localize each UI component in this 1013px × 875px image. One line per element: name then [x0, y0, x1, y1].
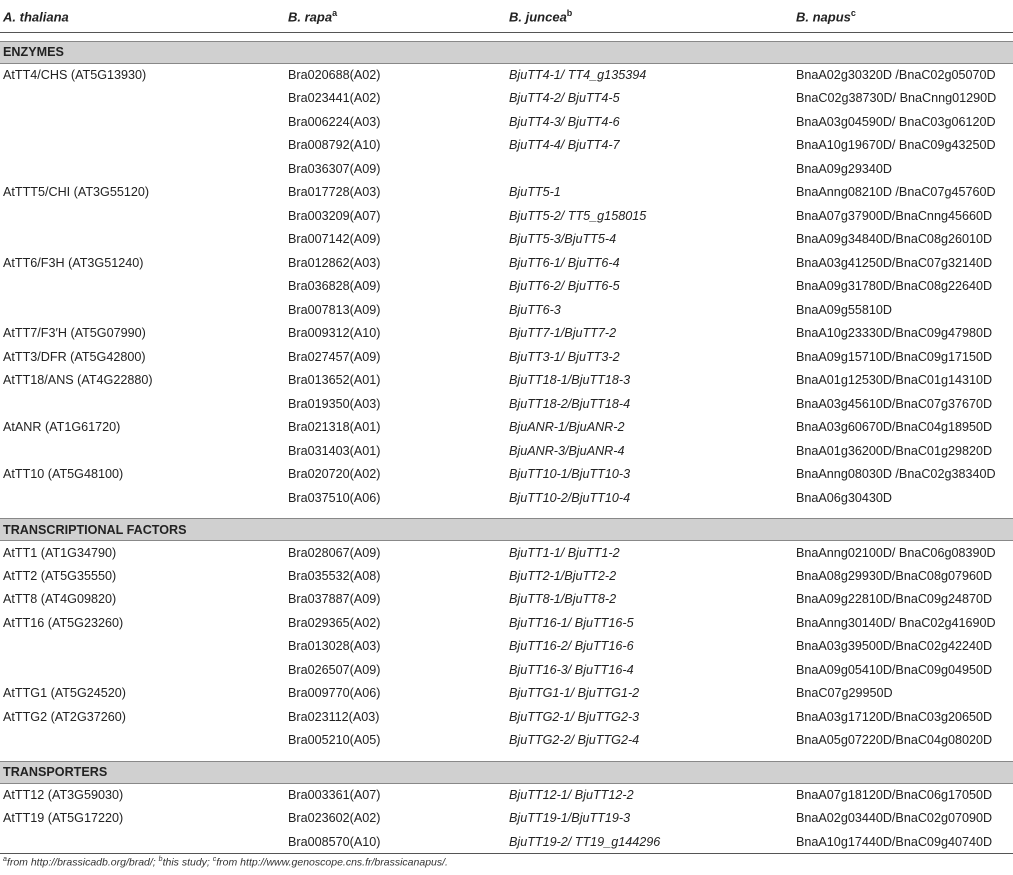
table-row	[0, 322, 1013, 346]
at-gene-cell: AtTT2 (AT5G35550)	[3, 568, 117, 583]
juncea-gene-cell: BjuANR-3/BjuANR-4	[509, 443, 625, 458]
napus-gene-cell: BnaA02g30320D /BnaC02g05070D	[796, 68, 996, 82]
at-gene-cell	[0, 830, 285, 854]
table-row	[0, 541, 1013, 565]
juncea-gene-cell: BjuTTG2-1/ BjuTTG2-3	[509, 709, 640, 724]
rapa-gene-cell: Bra017728(A03)	[288, 185, 381, 200]
napus-gene-cell: BnaAnng30140D/ BnaC02g41690D	[796, 615, 996, 630]
juncea-gene-cell: BjuTT19-2/ TT19_g144296	[506, 830, 793, 854]
napus-gene-cell: BnaA03g39500D/BnaC02g42240D	[796, 639, 993, 654]
juncea-gene-cell: BjuTT7-1/BjuTT7-2	[509, 326, 617, 341]
napus-gene-cell: BnaAnng08030D /BnaC02g38340D	[796, 467, 996, 482]
header-b-juncea: B. juncea$^b$	[506, 0, 793, 32]
juncea-gene-cell: BjuTT4-4/ BjuTT4-7	[509, 138, 620, 153]
at-gene-cell: AtTT16 (AT5G23260)	[3, 615, 124, 630]
table-row	[0, 705, 1013, 729]
section-spacer	[0, 32, 1013, 41]
napus-gene-cell: BnaA09g55810D	[796, 302, 892, 317]
juncea-gene-cell: BjuTT16-1/ BjuTT16-5	[509, 615, 634, 630]
at-gene-cell: AtTT6/F3H (AT3G51240)	[3, 255, 144, 270]
napus-gene-cell: BnaA03g45610D/BnaC07g37670D	[796, 396, 993, 411]
napus-gene-cell: BnaA01g12530D/BnaC01g14310D	[796, 373, 993, 388]
juncea-gene-cell: BjuTT16-2/ BjuTT16-6	[509, 639, 634, 654]
table-header	[0, 0, 1013, 32]
rapa-gene-cell: Bra007142(A09)	[288, 232, 381, 247]
juncea-gene-cell: BjuTT6-1/ BjuTT6-4	[509, 255, 620, 270]
table-row	[0, 204, 1013, 228]
napus-gene-cell: BnaA08g29930D/BnaC08g07960D	[796, 568, 993, 583]
at-gene-cell: AtTTG1 (AT5G24520)	[3, 686, 126, 701]
table-row	[0, 486, 1013, 510]
rapa-gene-cell: Bra003209(A07)	[288, 208, 381, 223]
table-row	[0, 729, 1013, 753]
juncea-gene-cell: BjuTT16-3/ BjuTT16-4	[509, 662, 634, 677]
juncea-gene-cell: BjuTTG2-2/ BjuTTG2-4	[509, 733, 640, 748]
juncea-gene-cell: BjuTT4-2/ BjuTT4-5	[509, 91, 620, 106]
at-gene-cell: AtTT19 (AT5G17220)	[3, 811, 124, 826]
table-row	[0, 275, 1013, 299]
at-gene-cell	[0, 635, 285, 659]
at-gene-cell: AtTT18/ANS (AT4G22880)	[3, 373, 153, 388]
table-row	[0, 658, 1013, 682]
juncea-gene-cell: BjuTT19-1/BjuTT19-3	[509, 811, 631, 826]
table-row	[0, 439, 1013, 463]
napus-gene-cell: BnaA09g22810D/BnaC09g24870D	[796, 592, 993, 607]
at-gene-cell: AtTTT5/CHI (AT3G55120)	[3, 185, 150, 200]
napus-gene-cell: BnaC07g29950D	[796, 686, 893, 701]
table-row	[0, 416, 1013, 440]
at-gene-cell	[0, 729, 285, 753]
napus-gene-cell: BnaA01g36200D/BnaC01g29820D	[796, 443, 993, 458]
table-row	[0, 345, 1013, 369]
table-body	[0, 32, 1013, 854]
table-row	[0, 63, 1013, 87]
table-row	[0, 588, 1013, 612]
header-b-rapa: B. rapa$^a$	[285, 0, 506, 32]
at-gene-cell: AtANR (AT1G61720)	[3, 420, 121, 435]
napus-gene-cell: BnaA03g60670D/BnaC04g18950D	[796, 420, 993, 435]
at-gene-cell	[0, 228, 285, 252]
rapa-gene-cell: Bra036307(A09)	[288, 161, 381, 176]
napus-gene-cell: BnaA02g03440D/BnaC02g07090D	[796, 811, 993, 826]
table-row	[0, 611, 1013, 635]
at-gene-cell	[0, 486, 285, 510]
table-row	[0, 134, 1013, 158]
juncea-gene-cell: BjuTT6-2/ BjuTT6-5	[509, 279, 620, 294]
rapa-gene-cell: Bra009312(A10)	[288, 326, 381, 341]
napus-gene-cell: BnaA03g04590D/ BnaC03g06120D	[796, 114, 996, 129]
table-row	[0, 463, 1013, 487]
rapa-gene-cell: Bra005210(A05)	[288, 733, 381, 748]
section-header-row	[0, 41, 1013, 63]
rapa-gene-cell: Bra037510(A06)	[288, 490, 381, 505]
at-gene-cell: AtTT10 (AT5G48100)	[3, 467, 124, 482]
juncea-gene-cell: BjuTT12-1/ BjuTT12-2	[509, 788, 634, 802]
rapa-gene-cell: Bra026507(A09)	[288, 662, 381, 677]
at-gene-cell: AtTT7/F3′H (AT5G07990)	[3, 326, 146, 341]
juncea-gene-cell: BjuTT2-1/BjuTT2-2	[509, 568, 617, 583]
juncea-gene-cell: BjuANR-1/BjuANR-2	[509, 420, 625, 435]
rapa-gene-cell: Bra036828(A09)	[288, 279, 381, 294]
napus-gene-cell: BnaA09g31780D/BnaC08g22640D	[796, 279, 993, 294]
at-gene-cell	[0, 157, 285, 181]
napus-gene-cell: BnaA09g05410D/BnaC09g04950D	[796, 662, 993, 677]
juncea-gene-cell: BjuTT6-3	[509, 302, 561, 317]
rapa-gene-cell: Bra021318(A01)	[288, 420, 381, 435]
at-gene-cell: AtTT3/DFR (AT5G42800)	[3, 349, 146, 364]
rapa-gene-cell: Bra008792(A10)	[288, 138, 381, 153]
at-gene-cell: AtTT1 (AT1G34790)	[3, 545, 117, 560]
napus-gene-cell: BnaA07g37900D/BnaCnng45660D	[796, 208, 993, 223]
juncea-gene-cell: BjuTT10-2/BjuTT10-4	[509, 490, 631, 505]
table-row	[0, 392, 1013, 416]
napus-gene-cell: BnaAnng02100D/ BnaC06g08390D	[796, 545, 996, 560]
rapa-gene-cell: Bra003361(A07)	[288, 788, 381, 802]
table-row	[0, 682, 1013, 706]
rapa-gene-cell: Bra007813(A09)	[288, 302, 381, 317]
napus-gene-cell: BnaA03g17120D/BnaC03g20650D	[796, 709, 993, 724]
napus-gene-cell: BnaA10g23330D/BnaC09g47980D	[796, 326, 993, 341]
table-footnote: $^a$from http://brassicadb.org/brad/; $^b$this study; $^c$from http://www.genoscope.cns.fr/brassicanapus/.	[3, 856, 448, 869]
table-row	[0, 369, 1013, 393]
table-row	[0, 110, 1013, 134]
rapa-gene-cell: Bra012862(A03)	[288, 255, 381, 270]
section-header-row	[0, 761, 1013, 783]
napus-gene-cell: BnaAnng08210D /BnaC07g45760D	[796, 185, 996, 200]
rapa-gene-cell: Bra013652(A01)	[288, 373, 381, 388]
at-gene-cell	[0, 392, 285, 416]
napus-gene-cell: BnaC02g38730D/ BnaCnng01290D	[796, 91, 997, 106]
rapa-gene-cell: Bra008570(A10)	[285, 830, 506, 854]
napus-gene-cell: BnaA10g17440D/BnaC09g40740D	[793, 830, 1013, 854]
section-title: TRANSCRIPTIONAL FACTORS	[0, 519, 1013, 541]
juncea-gene-cell: BjuTT8-1/BjuTT8-2	[509, 592, 617, 607]
rapa-gene-cell: Bra019350(A03)	[288, 396, 381, 411]
header-row	[0, 0, 1013, 32]
at-gene-cell	[0, 87, 285, 111]
rapa-gene-cell: Bra020688(A02)	[288, 68, 381, 82]
rapa-gene-cell: Bra031403(A01)	[288, 443, 381, 458]
table-row	[0, 564, 1013, 588]
rapa-gene-cell: Bra037887(A09)	[288, 592, 381, 607]
rapa-gene-cell: Bra029365(A02)	[288, 615, 381, 630]
napus-gene-cell: BnaA03g41250D/BnaC07g32140D	[796, 255, 993, 270]
section-spacer	[0, 510, 1013, 519]
table-row	[0, 251, 1013, 275]
at-gene-cell: AtTTG2 (AT2G37260)	[3, 709, 126, 724]
at-gene-cell: AtTT12 (AT3G59030)	[3, 788, 124, 802]
napus-gene-cell: BnaA09g34840D/BnaC08g26010D	[796, 232, 993, 247]
at-gene-cell	[0, 110, 285, 134]
table-row	[0, 783, 1013, 807]
juncea-gene-cell	[506, 157, 793, 181]
rapa-gene-cell: Bra020720(A02)	[288, 467, 381, 482]
rapa-gene-cell: Bra023112(A03)	[288, 709, 380, 724]
header-a-thaliana: A. thaliana	[0, 0, 285, 32]
napus-gene-cell: BnaA09g29340D	[796, 161, 892, 176]
juncea-gene-cell: BjuTT18-2/BjuTT18-4	[509, 396, 631, 411]
at-gene-cell: AtTT4/CHS (AT5G13930)	[3, 68, 147, 82]
table-row	[0, 635, 1013, 659]
juncea-gene-cell: BjuTT5-3/BjuTT5-4	[509, 232, 617, 247]
rapa-gene-cell: Bra035532(A08)	[288, 568, 381, 583]
table-row	[0, 157, 1013, 181]
juncea-gene-cell: BjuTT18-1/BjuTT18-3	[509, 373, 631, 388]
rapa-gene-cell: Bra013028(A03)	[288, 639, 381, 654]
juncea-gene-cell: BjuTT5-1	[509, 185, 561, 200]
juncea-gene-cell: BjuTT5-2/ TT5_g158015	[509, 208, 647, 223]
section-header-row	[0, 519, 1013, 541]
at-gene-cell	[0, 134, 285, 158]
rapa-gene-cell: Bra027457(A09)	[288, 349, 381, 364]
juncea-gene-cell: BjuTT4-1/ TT4_g135394	[509, 68, 647, 82]
napus-gene-cell: BnaA07g18120D/BnaC06g17050D	[796, 788, 993, 802]
section-title: ENZYMES	[0, 41, 1013, 63]
at-gene-cell	[0, 275, 285, 299]
at-gene-cell	[0, 439, 285, 463]
napus-gene-cell: BnaA05g07220D/BnaC04g08020D	[796, 733, 993, 748]
napus-gene-cell: BnaA09g15710D/BnaC09g17150D	[796, 349, 993, 364]
at-gene-cell	[0, 658, 285, 682]
header-b-napus: B. napus$^c$	[793, 0, 1013, 32]
table-row	[0, 298, 1013, 322]
rapa-gene-cell: Bra023441(A02)	[288, 91, 381, 106]
juncea-gene-cell: BjuTT3-1/ BjuTT3-2	[509, 349, 620, 364]
juncea-gene-cell: BjuTT10-1/BjuTT10-3	[509, 467, 631, 482]
table-row	[0, 181, 1013, 205]
table-row	[0, 87, 1013, 111]
at-gene-cell	[0, 204, 285, 228]
juncea-gene-cell: BjuTT1-1/ BjuTT1-2	[509, 545, 620, 560]
table-row	[0, 228, 1013, 252]
rapa-gene-cell: Bra009770(A06)	[288, 686, 381, 701]
at-gene-cell	[0, 298, 285, 322]
table-row	[0, 807, 1013, 831]
rapa-gene-cell: Bra028067(A09)	[288, 545, 381, 560]
at-gene-cell: AtTT8 (AT4G09820)	[3, 592, 117, 607]
rapa-gene-cell: Bra023602(A02)	[288, 811, 381, 826]
rapa-gene-cell: Bra006224(A03)	[288, 114, 381, 129]
napus-gene-cell: BnaA06g30430D	[796, 490, 892, 505]
table-row	[0, 830, 1013, 854]
napus-gene-cell: BnaA10g19670D/ BnaC09g43250D	[796, 138, 996, 153]
section-title: TRANSPORTERS	[0, 761, 1013, 783]
juncea-gene-cell: BjuTTG1-1/ BjuTTG1-2	[509, 686, 640, 701]
section-spacer	[0, 752, 1013, 761]
juncea-gene-cell: BjuTT4-3/ BjuTT4-6	[509, 114, 620, 129]
